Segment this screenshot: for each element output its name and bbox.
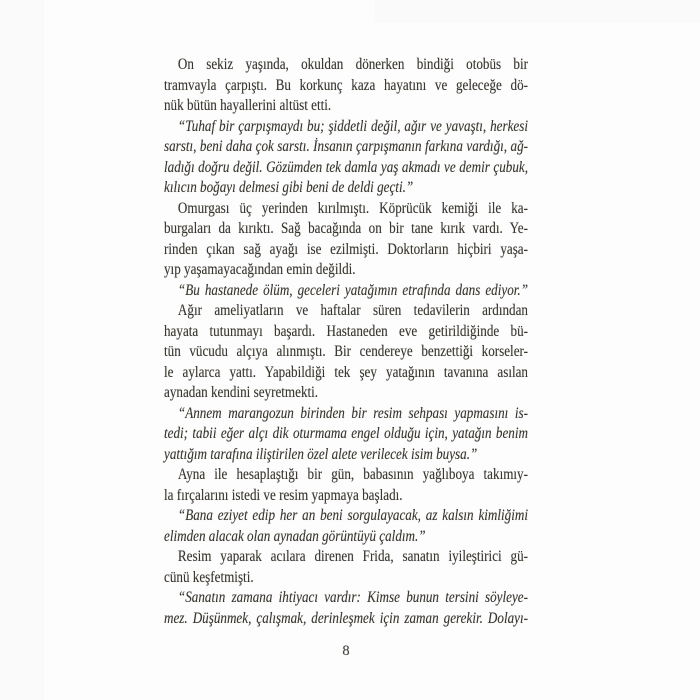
text-line: Ayna ile hesaplaştığı bir gün, babasının yağlıboya takımıy-: [177, 466, 528, 484]
paragraph: [164, 55, 528, 117]
text-line: “Tuhaf bir çarpışmaydı bu; şiddetli değil, ağır ve yavaştı, herkesi: [177, 117, 528, 135]
quote-paragraph: [164, 404, 528, 466]
text-line: la fırçalarını istedi ve resim yapmaya başladı.: [164, 486, 403, 504]
text-line: yıp yaşamayacağından emin değildi.: [164, 261, 356, 279]
text-line: hayata tutunmayı başardı. Hastaneden eve getirildiğinde bü-: [164, 322, 528, 340]
text-line: On sekiz yaşında, okuldan dönerken bindiği otobüs bir: [177, 56, 528, 73]
paragraph: [164, 199, 528, 281]
text-line: Ağır ameliyatların ve haftalar süren tedavilerin ardından: [177, 302, 528, 320]
quote-paragraph: [164, 506, 528, 547]
text-line: “Bu hastanede ölüm, geceleri yatağımın etrafında dans ediyor.”: [177, 281, 528, 299]
text-line: kılıcın boğayı delmesi gibi beni de deldi geçti.”: [164, 179, 414, 197]
text-line: tedi; tabii eğer alçı dik oturmama engel olduğu için, yatağın benim: [164, 425, 528, 443]
page-text-block: [164, 55, 528, 629]
text-line: Resim yaparak acılara direnen Frida, sanatın iyileştirici gü-: [177, 548, 528, 566]
text-line: “Sanatın zamana ihtiyacı vardır: Kimse bunun tersini söyleye-: [177, 589, 528, 607]
text-line: burgaları da kırıktı. Sağ bacağında on bir tane kırık vardı. Ye-: [164, 220, 528, 238]
text-line: Omurgası üç yerinden kırılmıştı. Köprücük kemiği ile ka-: [177, 199, 528, 217]
paragraph: [164, 465, 528, 506]
quote-paragraph: [164, 588, 528, 629]
quote-paragraph: [164, 117, 528, 199]
page-left-edge-shading: [0, 0, 44, 700]
text-line: ladığı doğru değil. Gözümden tek damla yaş akmadı ve demir çubuk,: [164, 158, 528, 176]
page-number: 8: [342, 643, 350, 659]
text-line: sarstı, beni daha çok sarstı. İnsanın çarpışmanın farkına vardığı, ağ-: [164, 138, 528, 156]
text-line: tramvayla çarpıştı. Bu korkunç kaza hayatını ve geleceğe dö-: [164, 76, 528, 94]
text-line: cünü keşfetmişti.: [164, 568, 254, 586]
text-line: le aylarca yattı. Yapabildiği tek şey yatağının tavanına asılan: [164, 363, 528, 381]
paragraph: [164, 547, 528, 588]
page-top-edge-shading: [375, 0, 700, 23]
text-line: mez. Düşünmek, çalışmak, derinleşmek için zaman gerekir. Dolayı-: [164, 609, 528, 627]
text-line: tün vücudu alçıya alınmıştı. Bir cendereye benzettiği korseler-: [164, 343, 528, 361]
text-line: “Annem marangozun birinden bir resim sehpası yapmasını is-: [177, 404, 528, 422]
text-line: rinden çıkan sağ ayağı ise ezilmişti. Doktorların hiçbiri yaşa-: [164, 240, 528, 258]
paragraph: [164, 301, 528, 404]
text-line: “Bana eziyet edip her an beni sorgulayacak, az kalsın kimliğimi: [177, 507, 528, 525]
text-line: nük bütün hayallerini altüst etti.: [164, 97, 332, 115]
text-line: yattığım tarafına iliştirilen özel alete verilecek isim buysa.”: [164, 445, 478, 463]
text-line: elimden alacak olan aynadan görüntüyü çaldım.”: [164, 527, 426, 545]
quote-paragraph: [164, 281, 528, 302]
text-line: aynadan kendini seyretmekti.: [164, 384, 319, 402]
